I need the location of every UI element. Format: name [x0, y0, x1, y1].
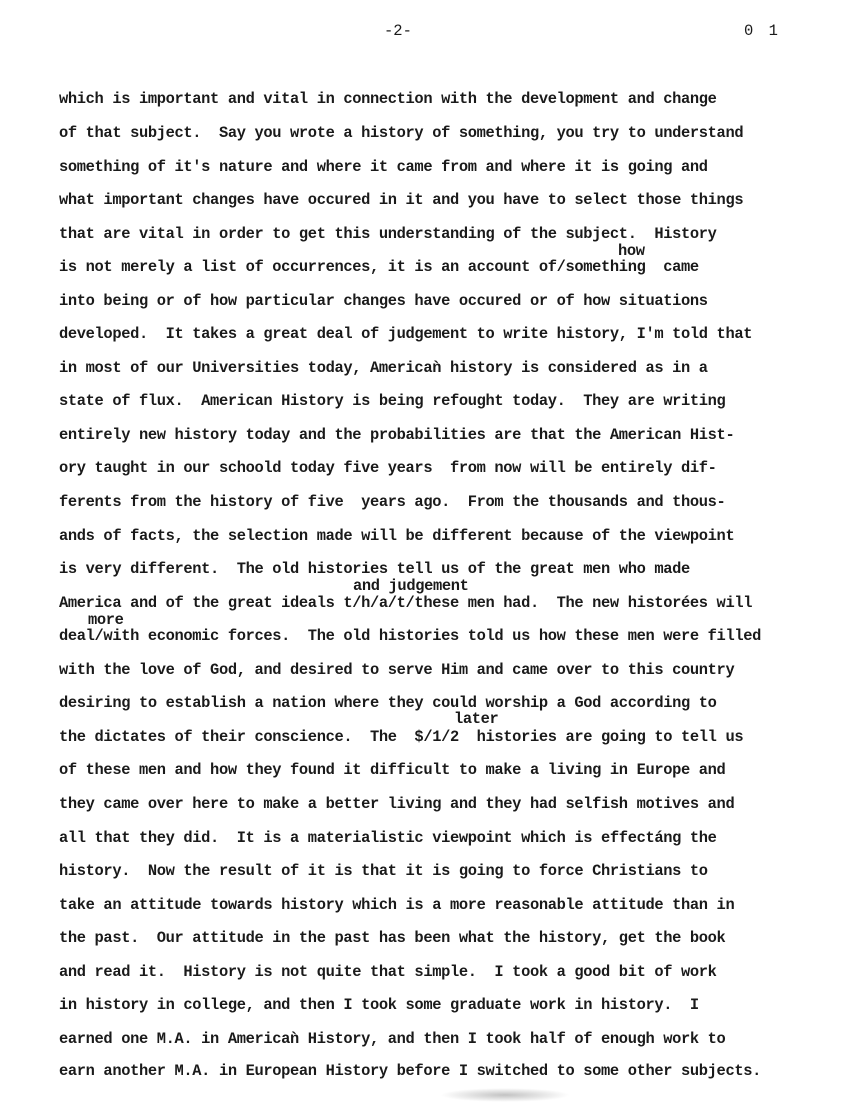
page-number: -2- [384, 22, 412, 40]
typed-line: history. Now the result of it is that it is going to force Christians to [59, 862, 708, 880]
typed-line: earn another M.A. in European History before I switched to some other subjects. [59, 1062, 761, 1080]
typed-line: that are vital in order to get this understanding of the subject. History [59, 225, 717, 243]
typed-line: all that they did. It is a materialistic viewpoint which is effectáng the [59, 829, 717, 847]
typed-line: take an attitude towards history which is a more reasonable attitude than in [59, 896, 735, 914]
typed-line: the dictates of their conscience. The $/1/2 histories are going to tell us [59, 728, 744, 746]
typed-line: which is important and vital in connection with the development and change [59, 90, 717, 108]
typed-line: America and of the great ideals t/h/a/t/these men had. The new historées will [59, 594, 753, 612]
typed-line: developed. It takes a great deal of judgement to write history, I'm told that [59, 325, 753, 343]
typed-line: they came over here to make a better living and they had selfish motives and [59, 795, 735, 813]
typed-line: earned one M.A. in Americaǹ History, and then I took half of enough work to [59, 1030, 726, 1048]
insertion-how: how [618, 242, 645, 260]
typed-line: of these men and how they found it difficult to make a living in Europe and [59, 761, 726, 779]
typed-line: ferents from the history of five years ago. From the thousands and thous- [59, 493, 726, 511]
typed-line: with the love of God, and desired to serve Him and came over to this country [59, 661, 735, 679]
typed-line: and read it. History is not quite that simple. I took a good bit of work [59, 963, 717, 981]
folio-number: 0 1 [744, 22, 781, 40]
scan-smudge [440, 1088, 570, 1102]
typed-line: ory taught in our schoold today five years from now will be entirely dif- [59, 459, 717, 477]
insertion-later: later [454, 710, 499, 728]
typed-line: deal/with economic forces. The old histories told us how these men were filled [59, 627, 761, 645]
insertion-and-judgement: and judgement [353, 577, 469, 595]
typed-line: something of it's nature and where it came from and where it is going and [59, 158, 708, 176]
typed-line: is not merely a list of occurrences, it is an account of/something came [59, 258, 699, 276]
typed-line: what important changes have occured in it and you have to select those things [59, 191, 744, 209]
typed-line: desiring to establish a nation where they could worship a God according to [59, 694, 717, 712]
typed-line: of that subject. Say you wrote a history of something, you try to understand [59, 124, 744, 142]
typed-line: state of flux. American History is being refought today. They are writing [59, 392, 726, 410]
typed-line: in history in college, and then I took some graduate work in history. I [59, 996, 699, 1014]
typed-line: the past. Our attitude in the past has been what the history, get the book [59, 929, 726, 947]
typed-line: ands of facts, the selection made will be different because of the viewpoint [59, 527, 735, 545]
typed-line: entirely new history today and the probabilities are that the American Hist- [59, 426, 735, 444]
typed-line: in most of our Universities today, Americaǹ history is considered as in a [59, 359, 708, 377]
typed-line: into being or of how particular changes have occured or of how situations [59, 292, 708, 310]
typed-line: is very different. The old histories tell us of the great men who made [59, 560, 690, 578]
insertion-more: more [88, 611, 124, 629]
